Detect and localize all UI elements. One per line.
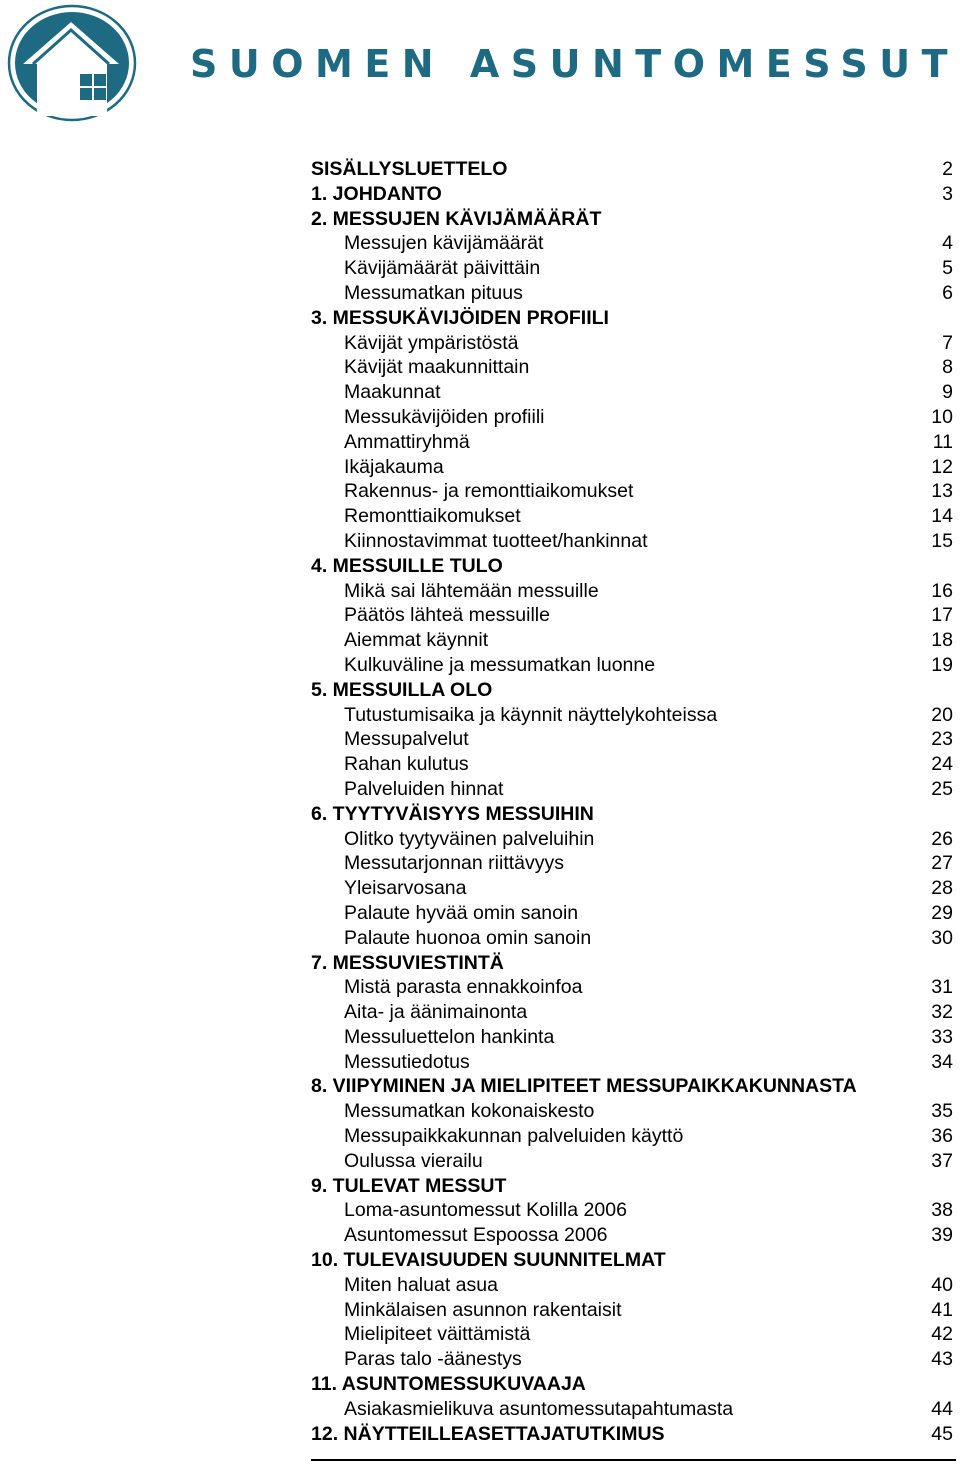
toc-item-row[interactable] [311,579,953,604]
toc-section-row[interactable] [311,678,953,703]
toc-section-row[interactable] [311,1422,953,1447]
toc-item-label: Remonttiaikomukset [344,505,521,528]
toc-item-label: Messumatkan kokonaiskesto [344,1100,595,1123]
toc-page-number: 31 [931,976,953,999]
toc-page-number: 17 [931,604,953,627]
toc-item-row[interactable] [311,1149,953,1174]
toc-item-label: Yleisarvosana [344,877,467,900]
toc-item-row[interactable] [311,827,953,852]
toc-page-number: 29 [931,901,953,924]
toc-item-label: Messujen kävijämäärät [344,232,544,255]
toc-item-label: Kiinnostavimmat tuotteet/hankinnat [344,529,648,552]
toc-item-row[interactable] [311,1000,953,1025]
toc-page-number: 39 [931,1224,953,1247]
toc-page-number: 12 [931,455,953,478]
toc-page-number: 36 [931,1125,953,1148]
toc-page-number: 26 [931,827,953,850]
toc-item-row[interactable] [311,1397,953,1422]
toc-page-number: 15 [931,529,953,552]
toc-item-row[interactable] [311,355,953,380]
toc-page-number: 32 [931,1001,953,1024]
toc-item-row[interactable] [311,1050,953,1075]
toc-item-label: Maakunnat [344,381,441,404]
toc-item-row[interactable] [311,851,953,876]
toc-item-label: Palveluiden hinnat [344,777,504,800]
toc-section-heading: 8. VIIPYMINEN JA MIELIPITEET MESSUPAIKKAKUNNASTA [311,1075,857,1098]
toc-page-number: 45 [931,1422,953,1445]
toc-item-label: Rahan kulutus [344,753,469,776]
toc-section-heading: 6. TYYTYVÄISYYS MESSUIHIN [311,802,594,825]
toc-section-heading: 4. MESSUILLE TULO [311,554,503,577]
toc-item-label: Paras talo -äänestys [344,1348,522,1371]
toc-item-row[interactable] [311,1273,953,1298]
toc-item-row[interactable] [311,876,953,901]
toc-page-number: 33 [931,1025,953,1048]
page-header [0,0,960,130]
bottom-divider [311,1459,956,1461]
toc-item-label: Messutarjonnan riittävyys [344,852,565,875]
toc-item-row[interactable] [311,926,953,951]
toc-item-row[interactable] [311,231,953,256]
toc-item-label: Ikäjakauma [344,455,444,478]
toc-page-number: 23 [931,728,953,751]
toc-item-label: Aiemmat käynnit [344,629,489,652]
toc-item-label: Messupalvelut [344,728,469,751]
toc-item-row[interactable] [311,455,953,480]
toc-item-row[interactable] [311,1124,953,1149]
toc-page-number: 41 [931,1298,953,1321]
toc-item-row[interactable] [311,1322,953,1347]
toc-item-label: Miten haluat asua [344,1273,498,1296]
toc-item-row[interactable] [311,1347,953,1372]
toc-item-row[interactable] [311,628,953,653]
toc-page-number: 20 [931,703,953,726]
toc-item-label: Kävijät maakunnittain [344,356,530,379]
toc-section-heading: 11. ASUNTOMESSUKUVAAJA [311,1373,586,1396]
toc-page-number: 44 [931,1397,953,1420]
toc-item-label: Mikä sai lähtemään messuille [344,579,599,602]
toc-section-row[interactable] [311,1372,953,1397]
toc-section-heading: 12. NÄYTTEILLEASETTAJATUTKIMUS [311,1422,665,1445]
toc-item-row[interactable] [311,1099,953,1124]
table-of-contents [311,157,953,1446]
toc-page-number: 34 [931,1050,953,1073]
toc-page-number: 14 [931,505,953,528]
toc-page-number: 16 [931,579,953,602]
toc-page-number: 25 [931,777,953,800]
toc-section-row[interactable] [311,554,953,579]
toc-item-label: Kävijämäärät päivittäin [344,257,541,280]
toc-page-number: 2 [942,158,953,180]
toc-item-label: Päätös lähteä messuille [344,604,550,627]
toc-section-heading: 7. MESSUVIESTINTÄ [311,951,504,974]
toc-item-label: Messutiedotus [344,1050,470,1073]
toc-page-number: 30 [931,926,953,949]
toc-page-number: 10 [931,405,953,428]
toc-item-row[interactable] [311,281,953,306]
toc-section-row[interactable] [311,182,953,207]
toc-section-row[interactable] [311,157,953,182]
brand-name: SUOMEN ASUNTOMESSUT [190,42,960,86]
toc-item-label: Palaute hyvää omin sanoin [344,901,579,924]
toc-item-label: Kävijät ympäristöstä [344,331,519,354]
toc-item-row[interactable] [311,1025,953,1050]
toc-item-label: Palaute huonoa omin sanoin [344,926,592,949]
toc-page-number: 43 [931,1348,953,1371]
toc-item-row[interactable] [311,653,953,678]
toc-page-number: 5 [942,257,953,280]
toc-section-row[interactable] [311,951,953,976]
toc-item-label: Asuntomessut Espoossa 2006 [344,1224,608,1247]
toc-item-row[interactable] [311,1298,953,1323]
toc-section-heading: 5. MESSUILLA OLO [311,678,493,701]
toc-page-number: 24 [931,753,953,776]
toc-item-label: Tutustumisaika ja käynnit näyttelykohteissa [344,703,718,726]
toc-item-label: Messuluettelon hankinta [344,1025,555,1048]
toc-item-label: Mistä parasta ennakkoinfoa [344,976,583,999]
toc-page-number: 28 [931,877,953,900]
toc-page-number: 6 [942,281,953,304]
toc-item-row[interactable] [311,405,953,430]
toc-item-row[interactable] [311,380,953,405]
toc-page-number: 13 [931,480,953,503]
toc-item-row[interactable] [311,256,953,281]
toc-item-row[interactable] [311,331,953,356]
toc-item-label: Ammattiryhmä [344,430,470,453]
toc-item-label: Aita- ja äänimainonta [344,1001,528,1024]
toc-item-row[interactable] [311,752,953,777]
toc-item-label: Mielipiteet väittämistä [344,1323,531,1346]
toc-item-row[interactable] [311,603,953,628]
toc-page-number: 40 [931,1273,953,1296]
toc-section-row[interactable] [311,207,953,232]
toc-section-row[interactable] [311,1074,953,1099]
toc-item-label: Messukävijöiden profiili [344,405,545,428]
toc-item-row[interactable] [311,703,953,728]
toc-item-row[interactable] [311,1198,953,1223]
toc-page-number: 7 [942,331,953,354]
toc-section-row[interactable] [311,1174,953,1199]
toc-section-heading: 10. TULEVAISUUDEN SUUNNITELMAT [311,1249,666,1272]
toc-page-number: 19 [931,653,953,676]
toc-item-label: Messumatkan pituus [344,281,523,304]
toc-item-label: Kulkuväline ja messumatkan luonne [344,653,656,676]
toc-item-label: Messupaikkakunnan palveluiden käyttö [344,1125,684,1148]
toc-page-number: 11 [932,430,953,453]
toc-item-row[interactable] [311,901,953,926]
toc-page-number: 35 [931,1100,953,1123]
toc-page-number: 38 [931,1199,953,1222]
toc-page-number: 27 [931,852,953,875]
toc-item-row[interactable] [311,479,953,504]
house-icon [7,4,137,122]
toc-section-row[interactable] [311,306,953,331]
toc-item-label: Rakennus- ja remonttiaikomukset [344,480,634,503]
toc-item-row[interactable] [311,727,953,752]
toc-page-number: 3 [942,182,953,205]
toc-item-label: Oulussa vierailu [344,1149,483,1172]
toc-item-row[interactable] [311,1223,953,1248]
toc-item-row[interactable] [311,777,953,802]
toc-item-row[interactable] [311,975,953,1000]
toc-item-label: Olitko tyytyväinen palveluihin [344,827,595,850]
toc-section-heading: 9. TULEVAT MESSUT [311,1174,507,1197]
toc-section-row[interactable] [311,1248,953,1273]
toc-page-number: 18 [931,629,953,652]
toc-section-heading: 3. MESSUKÄVIJÖIDEN PROFIILI [311,306,609,329]
toc-item-row[interactable] [311,529,953,554]
toc-item-label: Asiakasmielikuva asuntomessutapahtumasta [344,1397,734,1420]
toc-section-heading: 2. MESSUJEN KÄVIJÄMÄÄRÄT [311,207,602,230]
toc-item-label: Loma-asuntomessut Kolilla 2006 [344,1199,627,1222]
toc-section-row[interactable] [311,802,953,827]
toc-item-row[interactable] [311,504,953,529]
toc-page-number: 37 [931,1149,953,1172]
toc-item-row[interactable] [311,430,953,455]
toc-section-heading: 1. JOHDANTO [311,182,442,205]
toc-page-number: 4 [942,232,953,255]
toc-page-number: 8 [942,356,953,379]
toc-page-number: 9 [942,381,953,404]
toc-section-heading: SISÄLLYSLUETTELO [311,158,508,180]
toc-page-number: 42 [931,1323,953,1346]
toc-item-label: Minkälaisen asunnon rakentaisit [344,1298,622,1321]
